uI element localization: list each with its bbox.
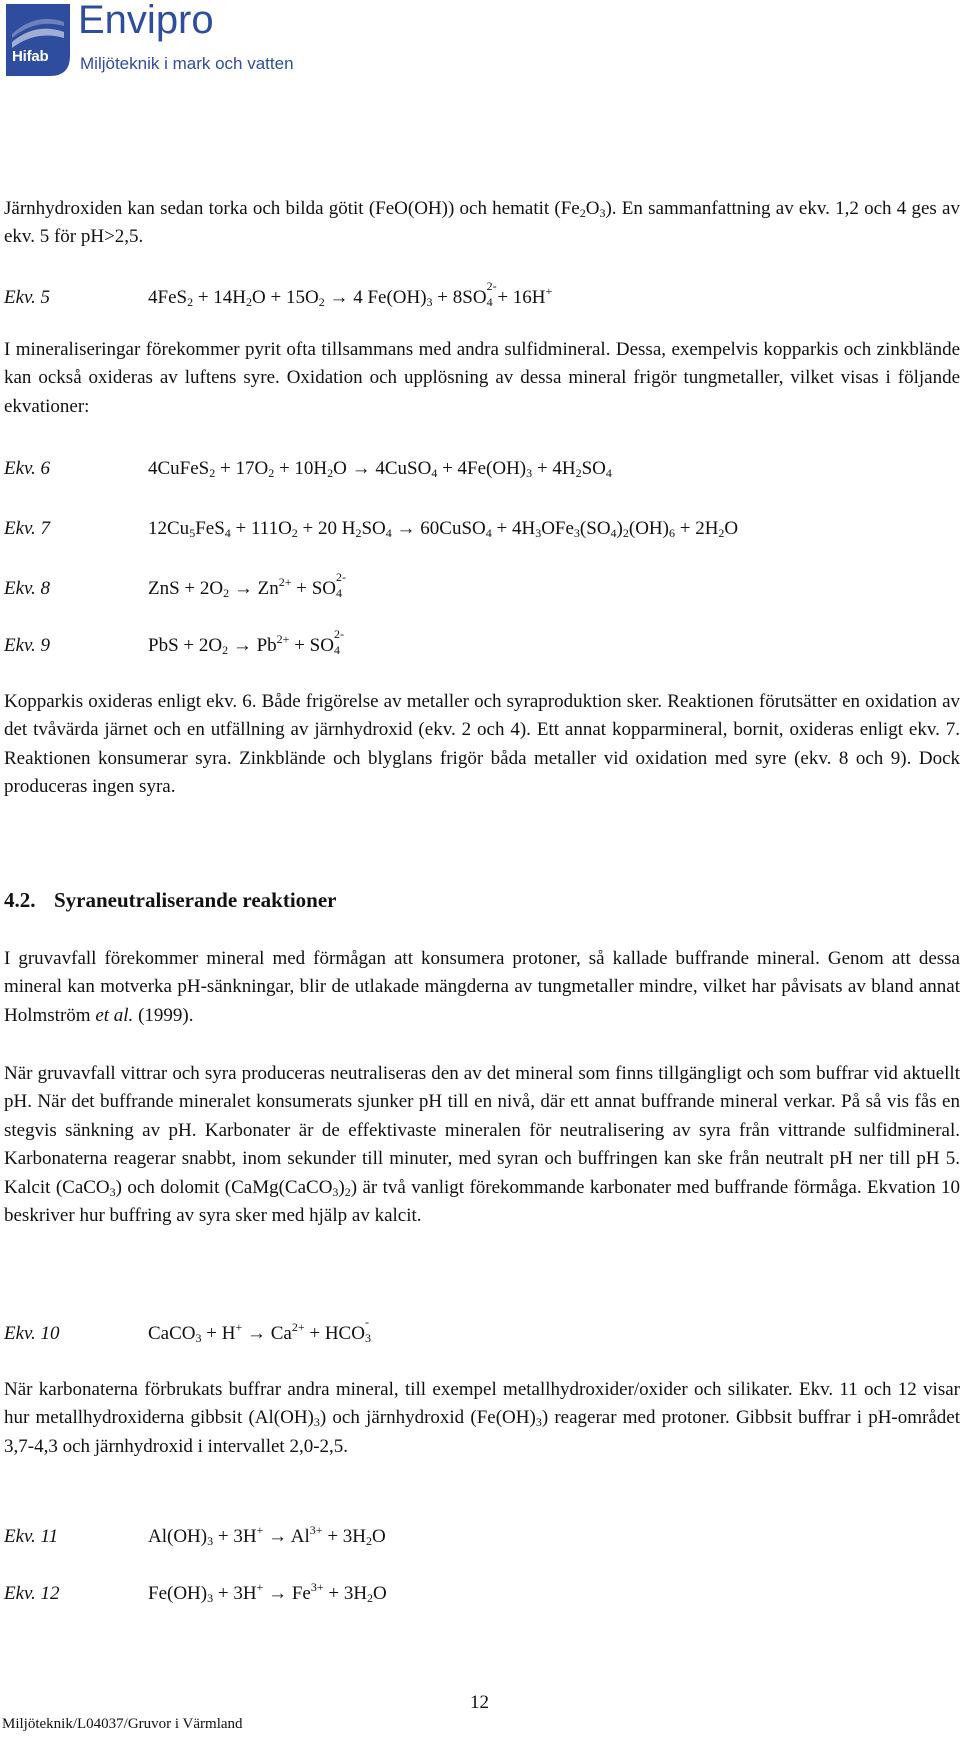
equation-label-5: Ekv. 5 [4,287,51,308]
buffer-intro-year: (1999). [133,1004,194,1026]
equation-label-10: Ekv. 10 [4,1323,60,1344]
equation-6: 4CuFeS$_2$ + $17O_2 + 10H_2O$ → 4CuSO$_4$ + $4Fe(OH)_3 + 4H_2SO_4$ [148,458,612,480]
buffer-intro-text: I gruvavfall förekommer mineral med förmågan att konsumera protoner, så kallade buffrande mineral. Genom att dessa mineral kan motverka pH-sänkningar, blir de utlakade mängderna av tungmetaller mindre, vilket har påvisats av bland annat Holmström [4,948,960,1026]
equation-12: $Fe(OH)_3 + 3H^+ \to Fe^{3+} + 3H_2O$ [148,1580,387,1605]
logo-tagline: Miljöteknik i mark och vatten [80,54,294,73]
hydroxides-paragraph: När karbonaterna förbrukats buffrar andra mineral, till exempel metallhydroxider/oxider och silikater. Ekv. 11 och 12 visar hur metallhydroxiderna gibbsit $(Al(OH)_3)$ och järnhydroxid $(Fe(OH)_3)$ reagerar med protoner. Gibbsit buffrar i pH-området 3,7-4,3 och järnhydroxid i intervallet 2,0-2,5. [4,1379,960,1457]
equation-8: ZnS + $2O_2 \to Zn^{2+} + SO4$ 2- [148,570,347,600]
equation-label-7: Ekv. 7 [4,518,51,539]
page-number: 12 [470,1692,489,1713]
section-heading [4,888,337,913]
logo-mark-label: Hifab [12,48,49,65]
equation-label-9: Ekv. 9 [4,635,51,656]
equation-label-11: Ekv. 11 [4,1526,59,1547]
logo-name: Envipro [78,0,214,42]
equation-11: $Al(OH)_3 + 3H^+ \to Al^{3+} + 3H_2O$ [148,1523,386,1548]
kopparkis-paragraph: Kopparkis oxideras enligt ekv. 6. Både frigörelse av metaller och syraproduktion sker. Reaktionen förutsätter en oxidation av det tvåvärda järnet och en utfällning av järnhydroxid (ekv. 2 och 4). Ett annat kopparmineral, bornit, oxideras enligt ekv. 7. Reaktionen konsumerar syra. Zinkblände och blyglans frigör båda metaller vid oxidation med syre (ekv. 8 och 9). Dock produceras ingen syra. [4,691,960,798]
equation-7: $12Cu_5FeS_4 + 111O_2 + 20$ $H_2SO_4$ → 60CuSO$_4$ + $4H_3OFe_3(SO_4)_2(OH)_6 + 2H_2O$ [148,518,739,540]
logo-mark-icon [6,4,70,76]
intro-paragraph: Järnhydroxiden kan sedan torka och bilda götit (FeO(OH)) och hematit $(Fe_2O_3)$. En sammanfattning av ekv. 1,2 och 4 ges av ekv. 5 för pH>2,5. [4,198,960,248]
buffer-intro-paragraph [4,945,960,1030]
equation-9: PbS + $2O_2 \to Pb^{2+} + SO4$ 2- [148,627,344,657]
page-footer: Miljöteknik/L04037/Gruvor i Värmland [2,1716,243,1732]
weathering-paragraph: När gruvavfall vittrar och syra produceras neutraliseras den av det mineral som finns tillgängligt och som buffrar vid aktuellt pH. När det buffrande mineralet konsumerats sjunker pH till en nivå, där ett annat buffrande mineral verkar. På så vis fås en stegvis sänkning av pH. Karbonater är de effektivaste mineralen för neutralisering av syra från vittrande sulfidmineral. Karbonaterna reagerar snabbt, inom sekunder till minuter, med syran och buffringen kan ske från neutralt pH ner till pH 5. Kalcit (CaCO$_3$) och dolomit $(CaMg(CaCO_3)_2)$ är två vanligt förekommande karbonater med buffrande förmåga. Ekvation 10 beskriver hur buffring av syra sker med hjälp av kalcit. [4,1063,960,1227]
equation-label-6: Ekv. 6 [4,458,51,479]
mineralization-paragraph: I mineraliseringar förekommer pyrit ofta tillsammans med andra sulfidmineral. Dessa, exempelvis kopparkis och zinkblände kan också oxideras av luftens syre. Oxidation och upplösning av dessa mineral frigör tungmetaller, vilket visas i följande ekvationer: [4,339,960,417]
company-logo [6,0,306,80]
section-number: 4.2. [4,888,36,912]
equation-label-12: Ekv. 12 [4,1583,60,1604]
buffer-intro-etal: et al. [95,1004,134,1026]
equation-10: CaCO$_3$ + $H^+ \to Ca^{2+} + HCO3$ - [148,1315,371,1345]
equation-label-8: Ekv. 8 [4,578,51,599]
section-title: Syraneutraliserande reaktioner [54,888,337,912]
equation-5: $4FeS_2 + 14H_2O + 15O_2 \to 4$ $Fe(OH)_3 + 8SO4$ 2- + 16H+ [148,279,553,309]
